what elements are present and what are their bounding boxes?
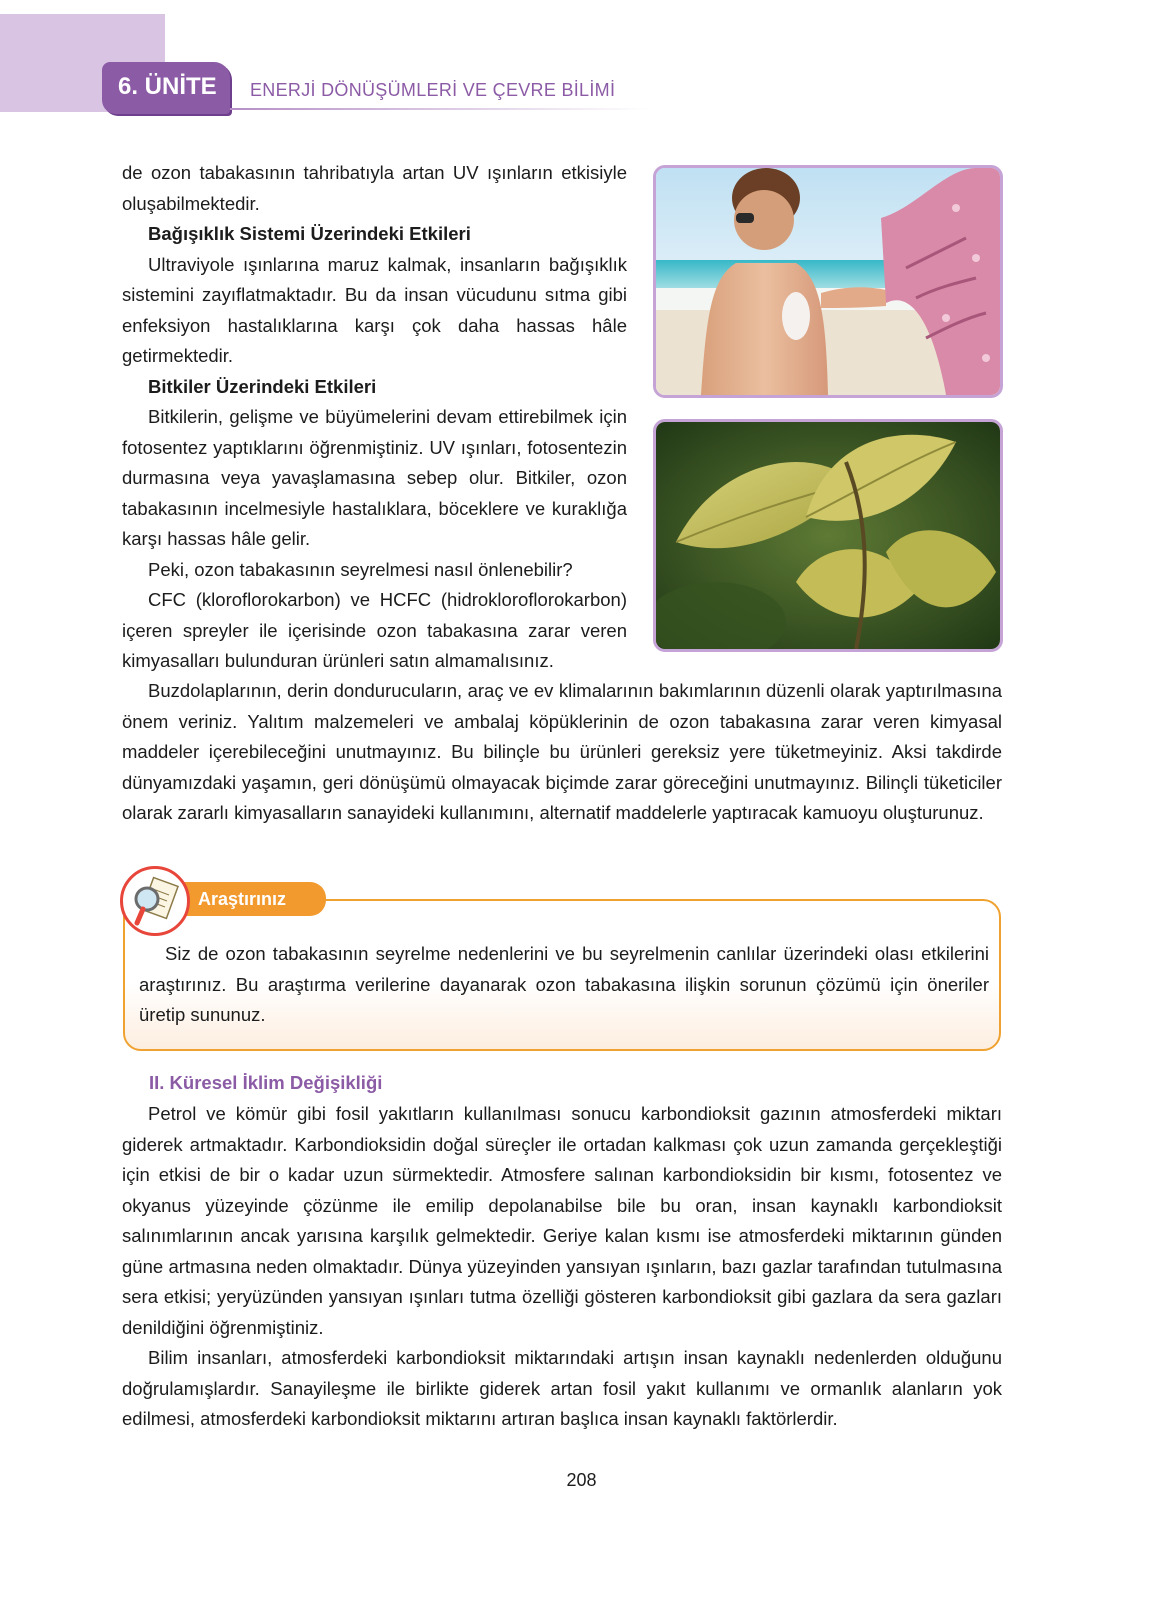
leaves-image <box>656 422 1000 649</box>
immune-paragraph: Ultraviyole ışınlarına maruz kalmak, insanların bağışıklık sistemini zayıflatmaktadır. Bu da insan vücudunu sıtma gibi enfeksiyon hastalıklarına karşı çok daha hassas hâle getirmektedir. <box>122 253 627 366</box>
research-text: Siz de ozon tabakasının seyrelme nedenlerini ve bu seyrelmenin canlılar üzerindeki olası etkilerini araştırınız. Bu araştırma verilerine dayanarak ozon tabakasına ilişkin sorunun çözümü için öneriler üretip sununuz. <box>139 943 989 1025</box>
narrow-column-text <box>122 158 627 677</box>
immune-heading: Bağışıklık Sistemi Üzerindeki Etkileri <box>148 223 471 244</box>
research-box <box>123 899 1001 1051</box>
sunscreen-photo <box>653 165 1003 398</box>
section-paragraph-2: Bilim insanları, atmosferdeki karbondioksit miktarındaki artışın insan kaynaklı nedenlerden olduğunu doğrulamışlardır. Sanayileşme ile birlikte giderek artan fosil yakıt kullanımı ve ormanlık alanların yok edilmesi, atmosferdeki karbondioksit miktarını artıran başlıca insan kaynaklı faktörlerdir. <box>122 1347 1002 1429</box>
beach-child-image <box>656 168 1000 395</box>
unit-label: 6. ÜNİTE <box>118 73 217 100</box>
unit-title: ENERJİ DÖNÜŞÜMLERİ VE ÇEVRE BİLİMİ <box>250 80 616 100</box>
page-number: 208 <box>566 1470 597 1490</box>
intro-paragraph: de ozon tabakasının tahribatıyla artan UV ışınların etkisiyle oluşabilmektedir. <box>122 162 627 214</box>
section-paragraph-1: Petrol ve kömür gibi fosil yakıtların kullanılması sonucu karbondioksit gazının atmosferdeki miktarı giderek artmaktadır. Karbondioksidin doğal süreçler ile ortadan kalkması çok uzun zamanda gerçekleştiği için etkisi de bir o kadar uzun sürmektedir. Atmosfere salınan karbondioksidin bir kısmı, fotosentez ve okyanus yüzeyinde çözünme ile emilip depolanabilse bile bu oran, insan kaynaklı karbondioksit salınımlarının ancak yarısına karşılık gelmektedir. Geriye kalan kısmı ise atmosferdeki miktarının günden güne artmasına neden olmaktadır. Dünya yüzeyinden yansıyan ışınların, bazı gazlar tarafından tutulmasına sera etkisi; yeryüzünden yansıyan ışınları tutma özelliği gösteren karbondioksit gibi gazlara da sera gazları denildiğini öğrenmiştiniz. <box>122 1103 1002 1338</box>
header-divider <box>230 108 650 110</box>
magnifier-paper-icon <box>123 869 187 933</box>
research-text-block <box>139 939 989 1031</box>
cfc-paragraph: CFC (kloroflorokarbon) ve HCFC (hidrokloroflorokarbon) içeren spreyler ile içerisinde ozon tabakasına zarar veren kimyasalları bulunduran ürünleri satın almamalısınız. <box>122 589 627 671</box>
plants-paragraph: Bitkilerin, gelişme ve büyümelerini devam ettirebilmek için fotosentez yaptıklarını öğrenmiştiniz. UV ışınları, fotosentezin durmasına veya yavaşlamasına sebep olur. Bitkiler, ozon tabakasının incelmesiyle hastalıklara, böceklere ve kuraklığa karşı hassas hâle gelir. <box>122 406 627 549</box>
fridge-paragraph-block <box>122 676 1002 829</box>
fridge-paragraph: Buzdolaplarının, derin dondurucuların, araç ve ev klimalarının bakımlarının düzenli olarak yaptırılmasına önem veriniz. Yalıtım malzemeleri ve ambalaj köpüklerinin de ozon tabakasına zarar veren kimyasal maddeler içerebileceğini unutmayınız. Bu bilinçle bu ürünleri gereksiz yere tüketmeyiniz. Aksi takdirde dünyamızdaki yaşamın, geri dönüşümü olmayacak biçimde zarar göreceğini unutmayınız. Bilinçli tüketiciler olarak zararlı kimyasalların sanayideki kullanımını, alternatif maddelerle yaptıracak kamuoyu oluşturunuz. <box>122 680 1002 823</box>
section-text-block <box>122 1099 1002 1435</box>
research-label: Araştırınız <box>198 889 287 909</box>
plants-heading: Bitkiler Üzerindeki Etkileri <box>148 375 377 397</box>
research-tab <box>176 882 326 916</box>
section-heading: II. Küresel İklim Değişikliği <box>149 1072 383 1093</box>
question-paragraph: Peki, ozon tabakasının seyrelmesi nasıl önlenebilir? <box>148 558 573 580</box>
unit-badge <box>102 62 230 114</box>
leaves-photo <box>653 419 1003 652</box>
research-icon-circle <box>120 866 190 936</box>
